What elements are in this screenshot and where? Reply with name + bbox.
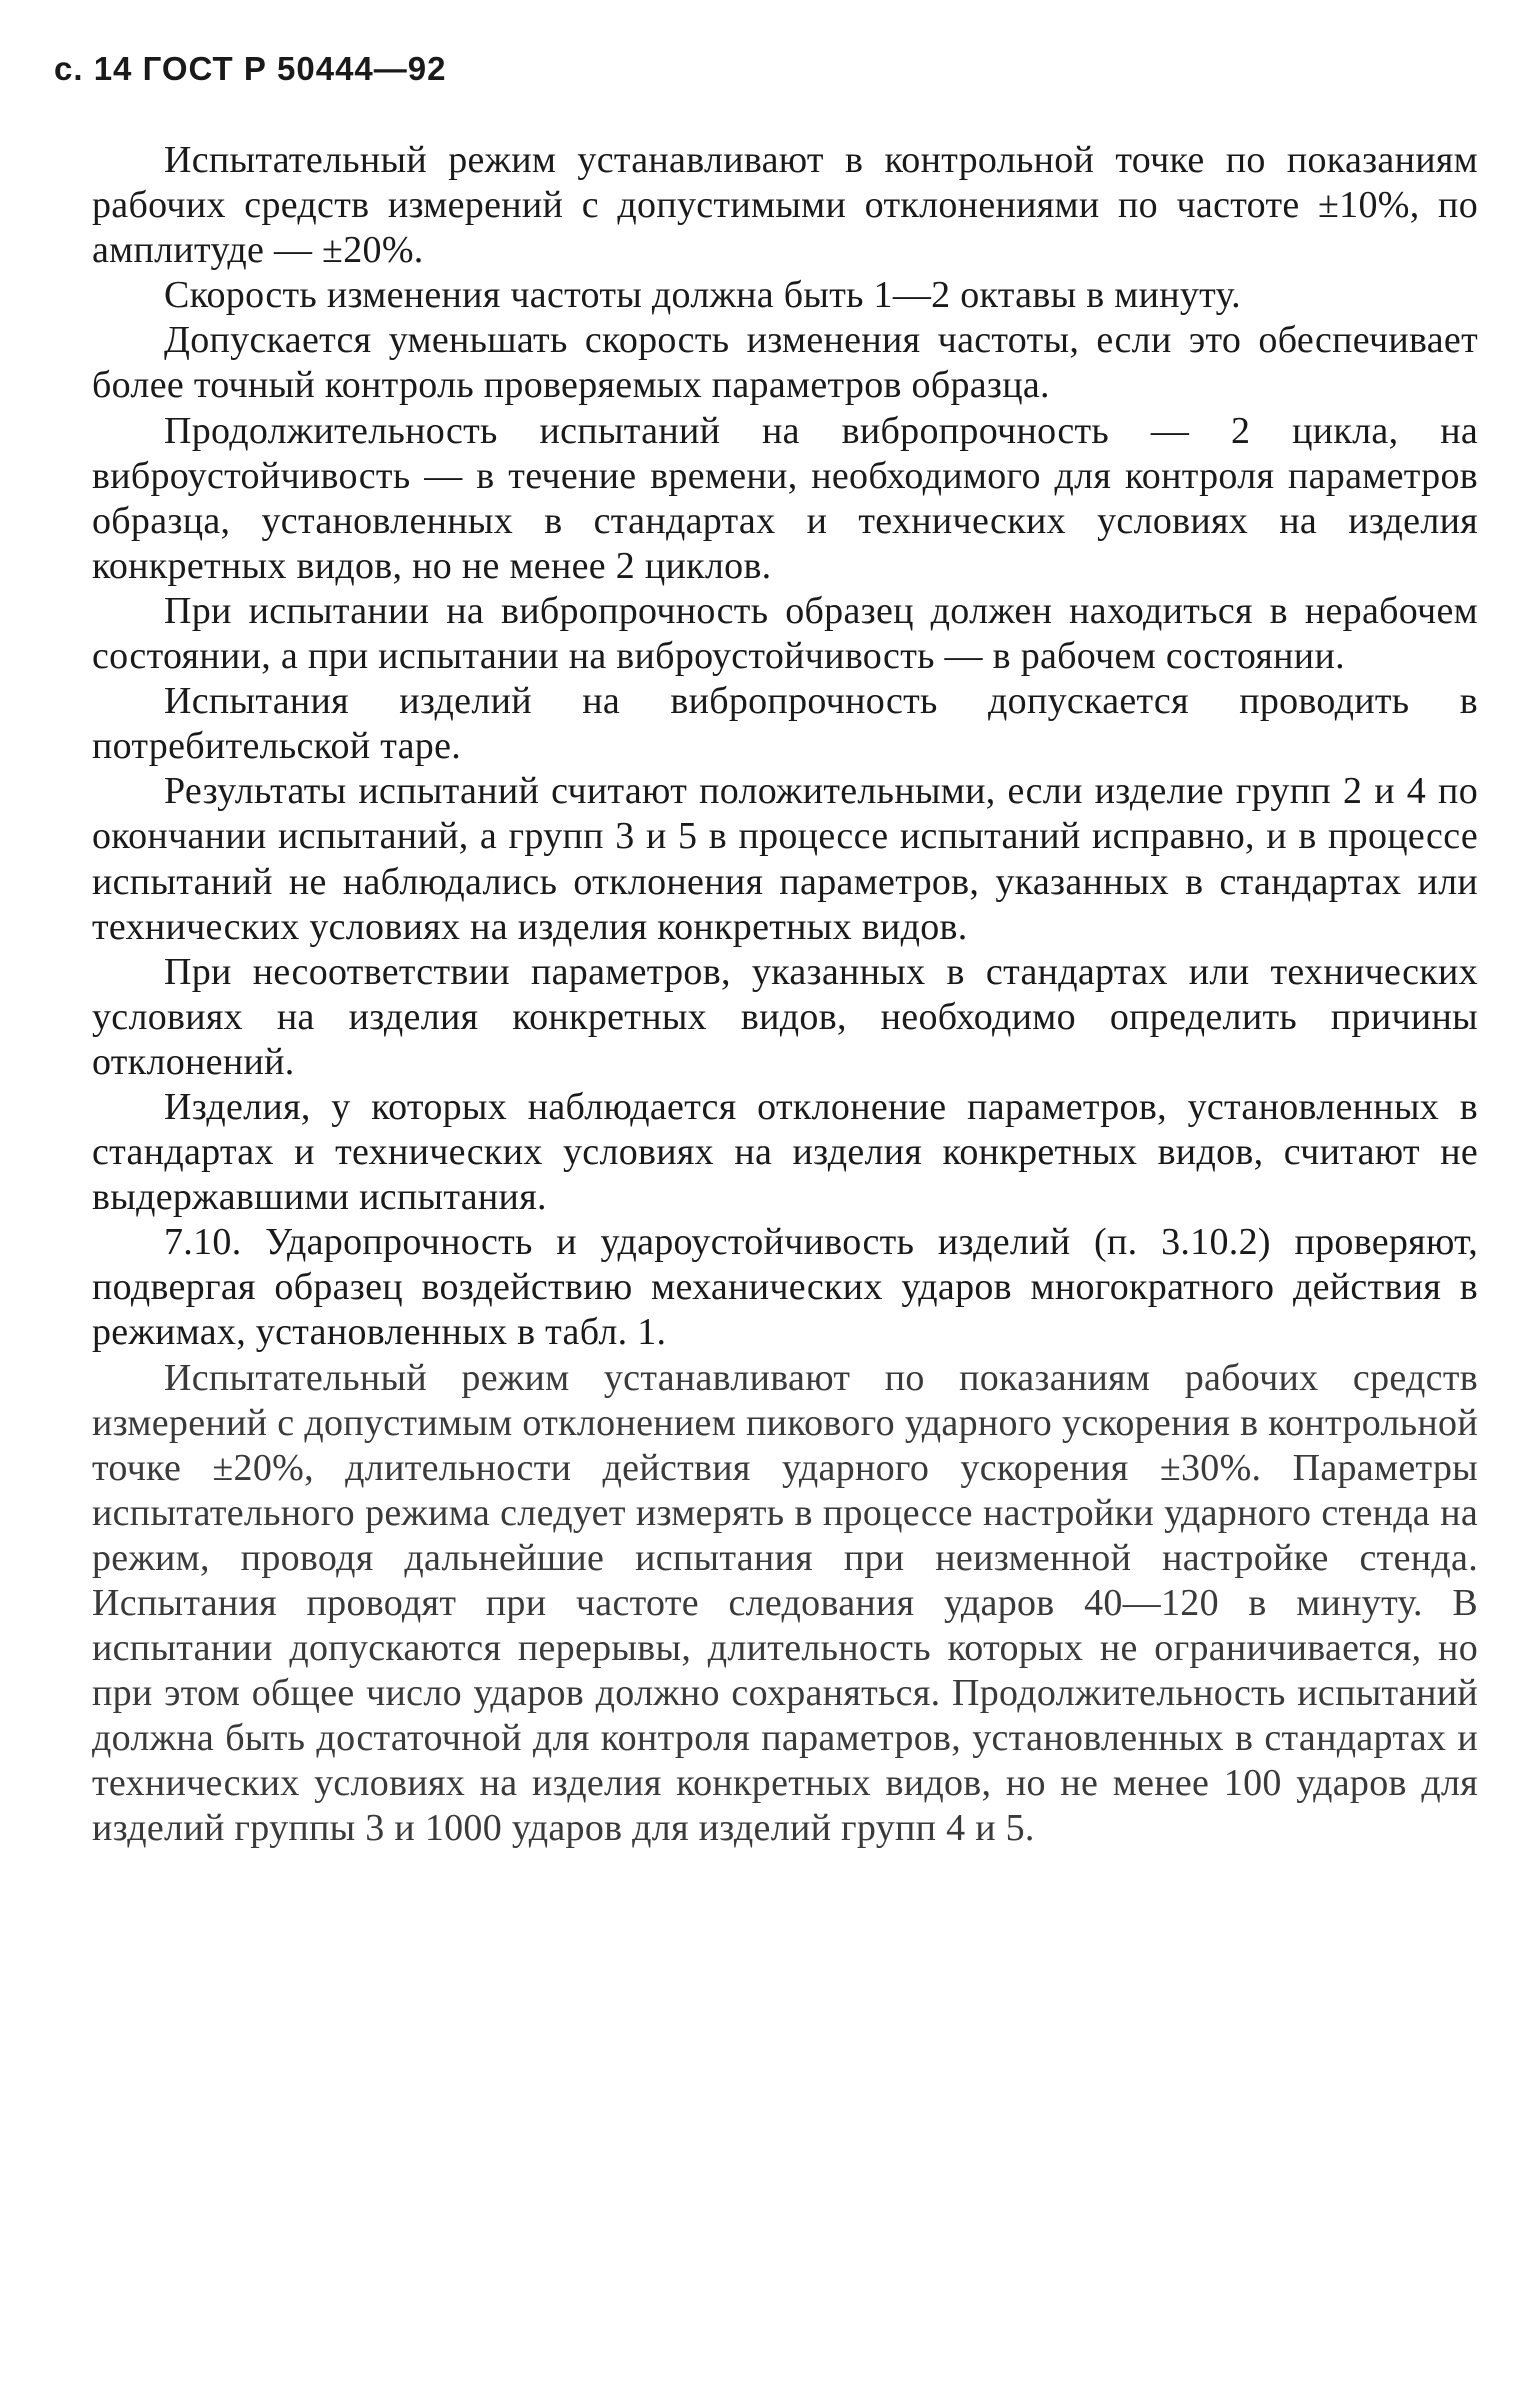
paragraph-test-duration: Продолжительность испытаний на вибропрочность — 2 цикла, на виброустойчивость — в течение времени, необходимого для контроля параметров образца, установленных в стандартах и технических условиях на изделия конкретных видов, но не менее 2 циклов. — [92, 409, 1478, 587]
paragraph-section-7-10: 7.10. Ударопрочность и удароустойчивость изделий (п. 3.10.2) проверяют, подвергая образец воздействию механических ударов многократного действия в режимах, установленных в табл. 1. — [92, 1221, 1478, 1354]
paragraph-nonconformity: При несоответствии параметров, указанных в стандартах или технических условиях на изделия конкретных видов, необходимо определить причины отклонений. — [92, 950, 1478, 1083]
paragraph-frequency-reduction: Допускается уменьшать скорость изменения частоты, если это обеспечивает более точный контроль проверяемых параметров образца. — [92, 319, 1478, 407]
document-body — [92, 138, 1478, 1852]
paragraph-shock-test-mode: Испытательный режим устанавливают по показаниям рабочих средств измерений с допустимым отклонением пикового ударного ускорения в контрольной точке ±20%, длительности действия ударного ускорения ±30%. Параметры испытательного режима следует измерять в процессе настройки ударного стенда на режим, проводя дальнейшие испытания при неизменной настройке стенда. Испытания проводят при частоте следования ударов 40—120 в минуту. В испытании допускаются перерывы, длительность которых не ограничивается, но при этом общее число ударов должно сохраняться. Продолжительность испытаний должна быть достаточной для контроля параметров, установленных в стандартах и технических условиях на изделия конкретных видов, но не менее 100 ударов для изделий группы 3 и 1000 ударов для изделий групп 4 и 5. — [92, 1356, 1478, 1850]
page-header: с. 14 ГОСТ Р 50444—92 — [54, 50, 447, 87]
paragraph-sample-state: При испытании на вибропрочность образец должен находиться в нерабочем состоянии, а при испытании на виброустойчивость — в рабочем состоянии. — [92, 589, 1478, 678]
paragraph-results: Результаты испытаний считают положительными, если изделие групп 2 и 4 по окончании испытаний, а групп 3 и 5 в процессе испытаний исправно, и в процессе испытаний не наблюдались отклонения параметров, указанных в стандартах или технических условиях на изделия конкретных видов. — [92, 770, 1478, 948]
paragraph-packaging: Испытания изделий на вибропрочность допускается проводить в потребительской таре. — [92, 680, 1478, 768]
paragraph-test-mode: Испытательный режим устанавливают в контрольной точке по показаниям рабочих средств измерений с допустимыми отклонениями по частоте ±10%, по амплитуде — ±20%. — [92, 139, 1478, 272]
paragraph-frequency-rate: Скорость изменения частоты должна быть 1—2 октавы в минуту. — [164, 274, 1241, 317]
paragraph-failed-items: Изделия, у которых наблюдается отклонение параметров, установленных в стандартах и технических условиях на изделия конкретных видов, считают не выдержавшими испытания. — [92, 1085, 1478, 1219]
